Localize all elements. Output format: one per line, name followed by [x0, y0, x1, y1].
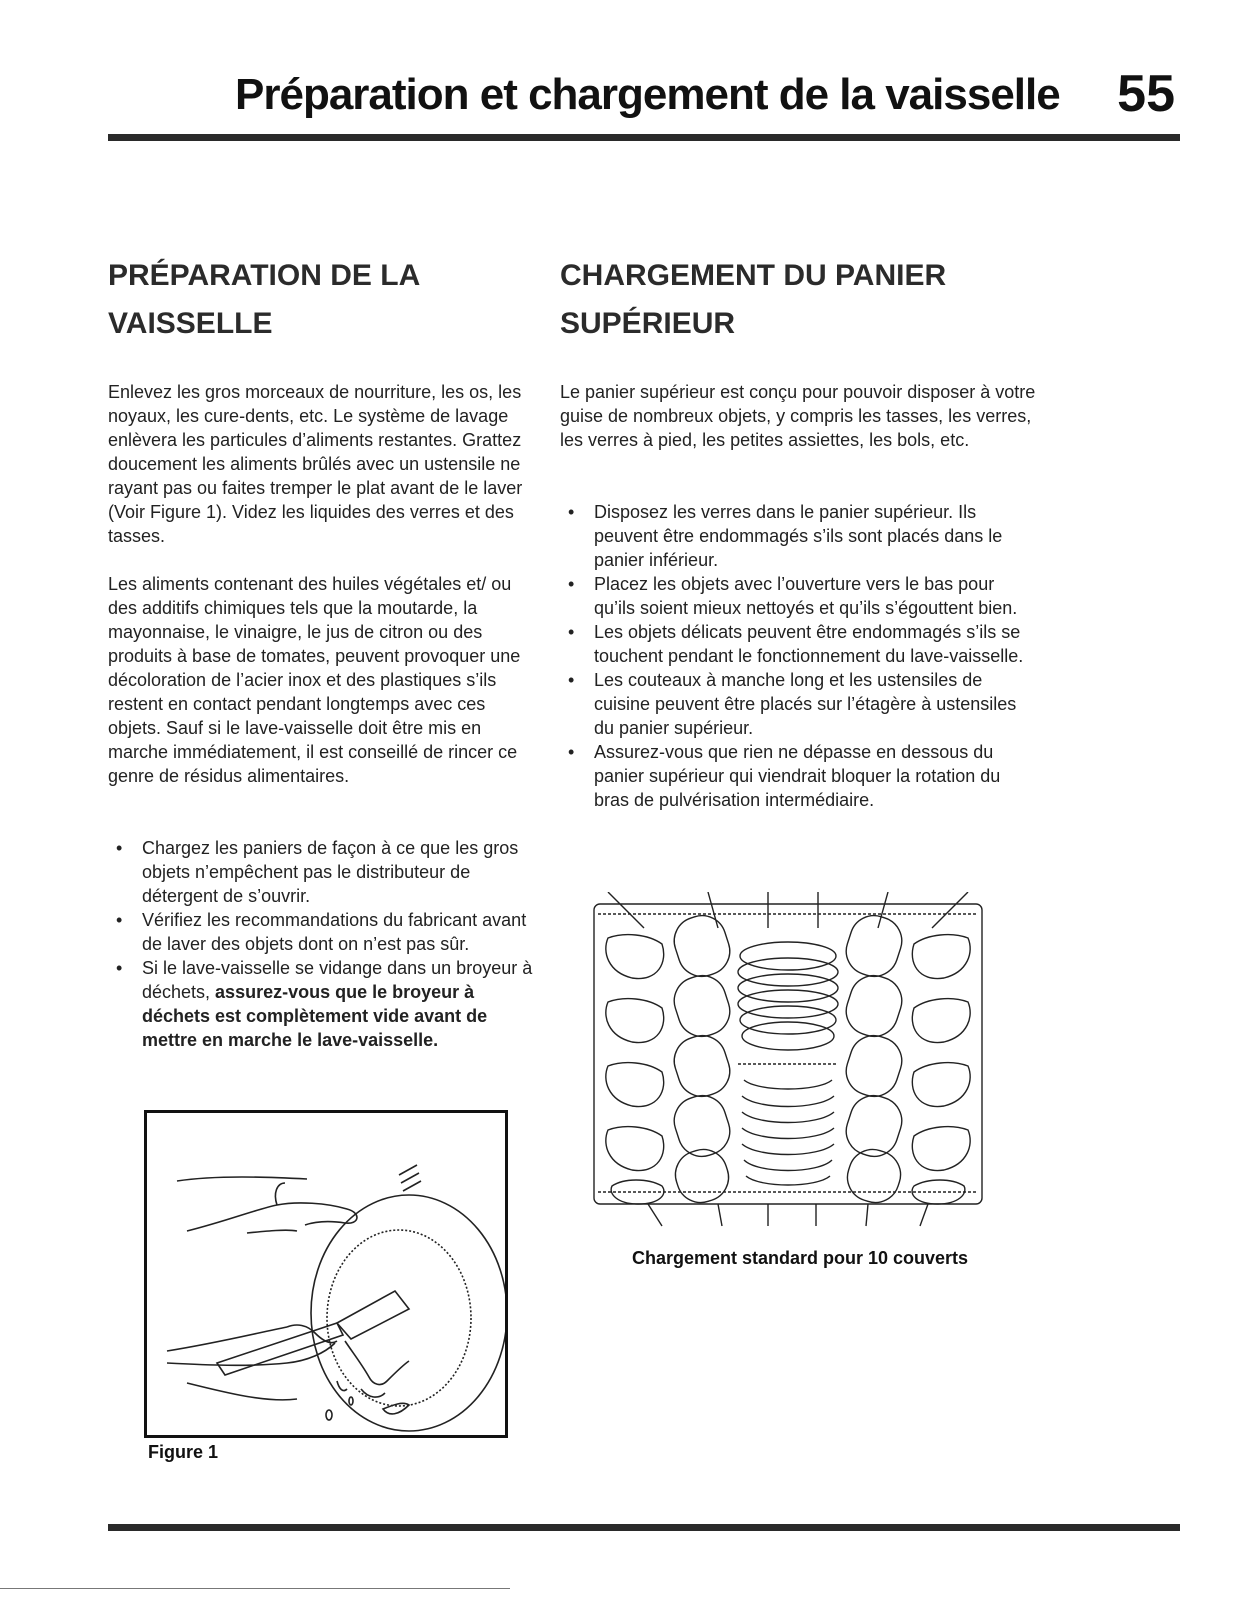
list-item: • Vérifiez les recommandations du fabricant avant de laver des objets dont on n’est pas sûr.: [108, 908, 538, 956]
upper-rack-illustration: [588, 892, 988, 1228]
left-paragraph-1: Enlevez les gros morceaux de nourriture, les os, les noyaux, les cure-dents, etc. Le système de lavage enlèvera les particules d’aliments restantes. Grattez doucement les aliments brûlés avec un ustensile ne rayant pas ou faites tremper le plat avant de le laver (Voir Figure 1). Videz les liquides des verres et des tasses.: [108, 382, 523, 546]
page-title: Préparation et chargement de la vaisselle: [235, 70, 1060, 119]
header-rule: [108, 134, 1180, 141]
list-item: • Chargez les paniers de façon à ce que les gros objets n’empêchent pas le distributeur de détergent de s’ouvrir.: [108, 836, 538, 908]
list-item: • Les couteaux à manche long et les ustensiles de cuisine peuvent être placés sur l’étagère à ustensiles du panier supérieur.: [560, 668, 1040, 740]
figure-1-frame: [144, 1110, 508, 1438]
left-heading-line1: PRÉPARATION DE LA: [108, 259, 421, 292]
dish-rack-icon: [588, 892, 988, 1228]
right-paragraph-1: Le panier supérieur est conçu pour pouvoir disposer à votre guise de nombreux objets, y compris les tasses, les verres, les verres à pied, les petites assiettes, les bols, etc.: [560, 382, 1036, 450]
right-section-heading: [560, 252, 1120, 348]
left-paragraph-2: Les aliments contenant des huiles végétales et/ ou des additifs chimiques tels que la moutarde, la mayonnaise, le vinaigre, le jus de citron ou des produits à base de tomates, peuvent provoquer une décoloration de l’acier inox et des plastiques s’ils restent en contact pendant longtemps avec ces objets. Sauf si le lave-vaisselle doit être mis en marche immédiatement, il est conseillé de rincer ce genre de résidus alimentaires.: [108, 574, 521, 786]
right-heading-line1: CHARGEMENT DU PANIER: [560, 259, 947, 292]
left-bullet-list: [108, 836, 538, 1052]
list-item: • Placez les objets avec l’ouverture vers le bas pour qu’ils soient mieux nettoyés et qu’ils s’égouttent bien.: [560, 572, 1040, 620]
rack-figure-caption: Chargement standard pour 10 couverts: [631, 1248, 969, 1268]
left-section-heading: [108, 252, 538, 348]
page-edge-line: [0, 1588, 510, 1589]
right-heading-line2: SUPÉRIEUR: [560, 307, 736, 340]
page-number: 55: [1117, 65, 1175, 123]
figure-1-caption: Figure 1: [148, 1442, 219, 1462]
plate-icon: [311, 1195, 505, 1431]
list-item: • Assurez-vous que rien ne dépasse en dessous du panier supérieur qui viendrait bloquer la rotation du bras de pulvérisation intermédiaire.: [560, 740, 1040, 812]
list-item: • Les objets délicats peuvent être endommagés s’ils se touchent pendant le fonctionnement du lave-vaisselle.: [560, 620, 1040, 668]
scraping-plate-illustration: [147, 1113, 505, 1435]
bullet-bold-text: assurez-vous que le broyeur à déchets est complètement vide avant de mettre en marche le lave-vaisselle.: [142, 982, 488, 1050]
list-item: • Disposez les verres dans le panier supérieur. Ils peuvent être endommagés s’ils sont placés dans le panier inférieur.: [560, 500, 1040, 572]
left-heading-line2: VAISSELLE: [108, 307, 273, 340]
list-item: [108, 956, 538, 1052]
footer-rule: [108, 1524, 1180, 1531]
right-bullet-list: [560, 500, 1040, 812]
bullet-text: Si le lave-vaisselle se vidange dans un broyeur à déchets,: [142, 958, 533, 1002]
